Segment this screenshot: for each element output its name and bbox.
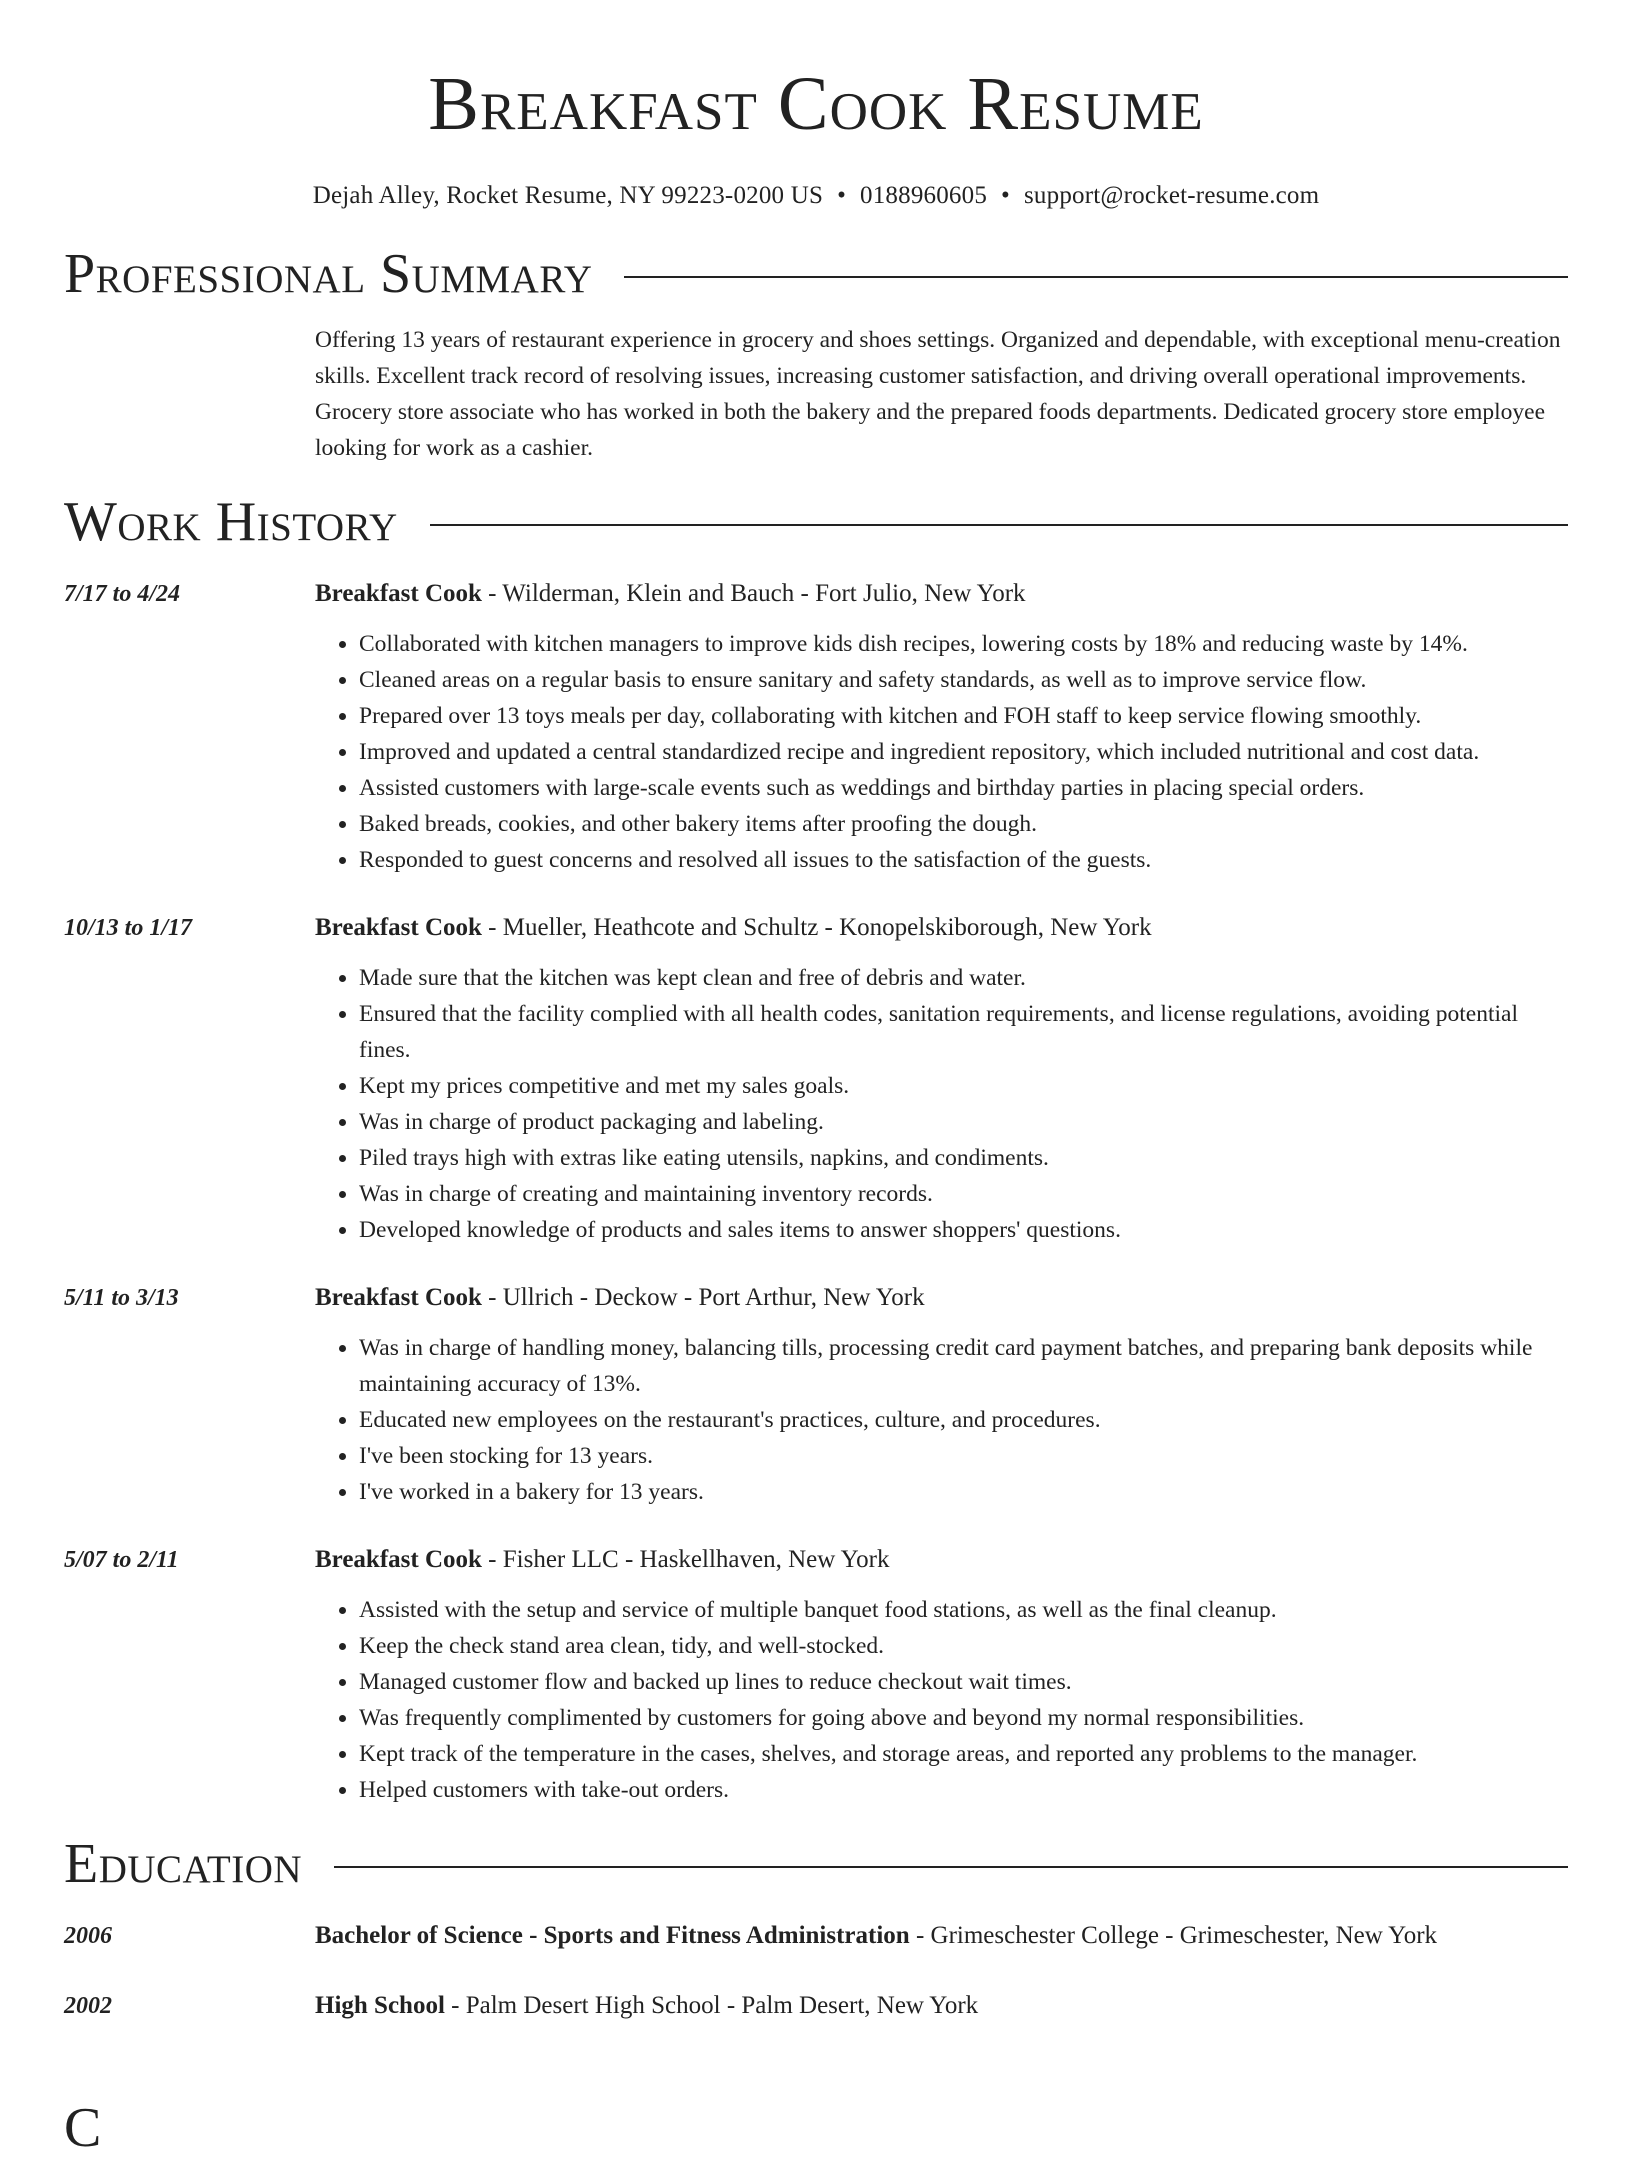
section-divider (624, 276, 1568, 278)
job-duty: • Piled trays high with extras like eating utensils, napkins, and condiments. (359, 1140, 1568, 1176)
job-duty: • Collaborated with kitchen managers to improve kids dish recipes, lowering costs by 18% and reducing waste by 14%. (359, 626, 1568, 662)
job-dates: 5/11 to 3/13 (64, 1285, 179, 1311)
job-duty: • Kept my prices competitive and met my sales goals. (359, 1068, 1568, 1104)
education-degree: High School (315, 1992, 445, 2019)
section-divider (430, 524, 1568, 526)
education-details (315, 1990, 1568, 2022)
education-details (315, 1920, 1568, 1952)
job-duty: • Prepared over 13 toys meals per day, collaborating with kitchen and FOH staff to keep service flowing smoothly. (359, 698, 1568, 734)
job-duty: • Improved and updated a central standardized recipe and ingredient repository, which included nutritional and cost data. (359, 734, 1568, 770)
job-body (315, 578, 1568, 878)
contact-phone: 0188960605 (860, 182, 988, 209)
job-dates: 5/07 to 2/11 (64, 1547, 179, 1573)
summary-text: Offering 13 years of restaurant experience in grocery and shoes settings. Organized and dependable, with exceptional menu-creation skills. Excellent track record of resolving issues, increasing customer satisfaction, and driving overall operational improvements. Grocery store associate who has worked in both the bakery and the prepared foods departments. Dedicated grocery store employee looking for work as a cashier. (315, 327, 1561, 461)
job-body (315, 912, 1568, 1248)
job-duty: • Assisted customers with large-scale events such as weddings and birthday parties in placing special orders. (359, 770, 1568, 806)
work-section-header (64, 490, 1568, 554)
education-section-header (64, 1832, 1568, 1896)
education-school: - Grimeschester College - Grimeschester, New York (909, 1922, 1438, 1949)
job-duty: • Made sure that the kitchen was kept clean and free of debris and water. (359, 960, 1568, 996)
job-duty: • Was frequently complimented by customers for going above and beyond my normal responsibilities. (359, 1700, 1568, 1736)
job-duties (315, 1330, 1568, 1510)
job-title: Breakfast Cook (315, 1284, 482, 1311)
education-year: 2002 (64, 1993, 112, 2019)
education-degree: Bachelor of Science - Sports and Fitness Administration (315, 1922, 910, 1949)
next-section-heading-partial: C (64, 2097, 102, 2159)
job-heading (315, 1544, 1568, 1576)
job-body (315, 1544, 1568, 1808)
job-employer: - Mueller, Heathcote and Schultz - Konopelskiborough, New York (481, 914, 1152, 941)
job-employer: - Fisher LLC - Haskellhaven, New York (481, 1546, 890, 1573)
resume-title: Breakfast Cook Resume (428, 62, 1204, 146)
job-title: Breakfast Cook (315, 914, 482, 941)
job-duty: • I've been stocking for 13 years. (359, 1438, 1568, 1474)
contact-address: Dejah Alley, Rocket Resume, NY 99223-0200 US (312, 182, 824, 209)
job-heading (315, 578, 1568, 610)
contact-line (64, 180, 1568, 212)
job-employer: - Wilderman, Klein and Bauch - Fort Julio, New York (481, 580, 1026, 607)
job-duty: • Developed knowledge of products and sales items to answer shoppers' questions. (359, 1212, 1568, 1248)
job-duty: • Responded to guest concerns and resolved all issues to the satisfaction of the guests. (359, 842, 1568, 878)
job-employer: - Ullrich - Deckow - Port Arthur, New York (481, 1284, 925, 1311)
job-duty: • Educated new employees on the restaurant's practices, culture, and procedures. (359, 1402, 1568, 1438)
job-duty: • Baked breads, cookies, and other bakery items after proofing the dough. (359, 806, 1568, 842)
job-body (315, 1282, 1568, 1510)
education-entry (64, 1920, 1568, 1952)
job-dates: 10/13 to 1/17 (64, 915, 193, 941)
job-title: Breakfast Cook (315, 580, 482, 607)
job-duty: • Kept track of the temperature in the cases, shelves, and storage areas, and reported any problems to the manager. (359, 1736, 1568, 1772)
job-dates: 7/17 to 4/24 (64, 581, 181, 607)
education-heading: Education (64, 1833, 303, 1895)
job-duties (315, 1592, 1568, 1808)
job-duty: • Managed customer flow and backed up lines to reduce checkout wait times. (359, 1664, 1568, 1700)
job-duty: • Helped customers with take-out orders. (359, 1772, 1568, 1808)
job-entry (64, 1544, 1568, 1808)
job-duty: • Was in charge of creating and maintaining inventory records. (359, 1176, 1568, 1212)
contact-email: support@rocket-resume.com (1023, 182, 1320, 209)
resume-page (64, 0, 1568, 2022)
job-entry (64, 912, 1568, 1248)
job-entry (64, 1282, 1568, 1510)
education-year: 2006 (64, 1923, 112, 1949)
job-duty: • Keep the check stand area clean, tidy, and well-stocked. (359, 1628, 1568, 1664)
section-divider (334, 1866, 1568, 1868)
job-duties (315, 626, 1568, 878)
job-heading (315, 912, 1568, 944)
job-duty: • Ensured that the facility complied with all health codes, sanitation requirements, and license regulations, avoiding potential fines. (359, 996, 1568, 1068)
job-duty: • Cleaned areas on a regular basis to ensure sanitary and safety standards, as well as to improve service flow. (359, 662, 1568, 698)
job-duty: • Was in charge of handling money, balancing tills, processing credit card payment batches, and preparing bank deposits while maintaining accuracy of 13%. (359, 1330, 1568, 1402)
summary-section-header (64, 242, 1568, 306)
job-heading (315, 1282, 1568, 1314)
job-duty: • Assisted with the setup and service of multiple banquet food stations, as well as the final cleanup. (359, 1592, 1568, 1628)
contact-separator: • (837, 182, 847, 209)
education-entry (64, 1990, 1568, 2022)
work-heading: Work History (64, 491, 398, 553)
job-duty: • Was in charge of product packaging and labeling. (359, 1104, 1568, 1140)
job-duties (315, 960, 1568, 1248)
job-duty: • I've worked in a bakery for 13 years. (359, 1474, 1568, 1510)
contact-separator: • (1001, 182, 1010, 209)
education-school: - Palm Desert High School - Palm Desert, New York (444, 1992, 979, 2019)
job-title: Breakfast Cook (315, 1546, 482, 1573)
summary-heading: Professional Summary (64, 243, 593, 305)
job-entry (64, 578, 1568, 878)
